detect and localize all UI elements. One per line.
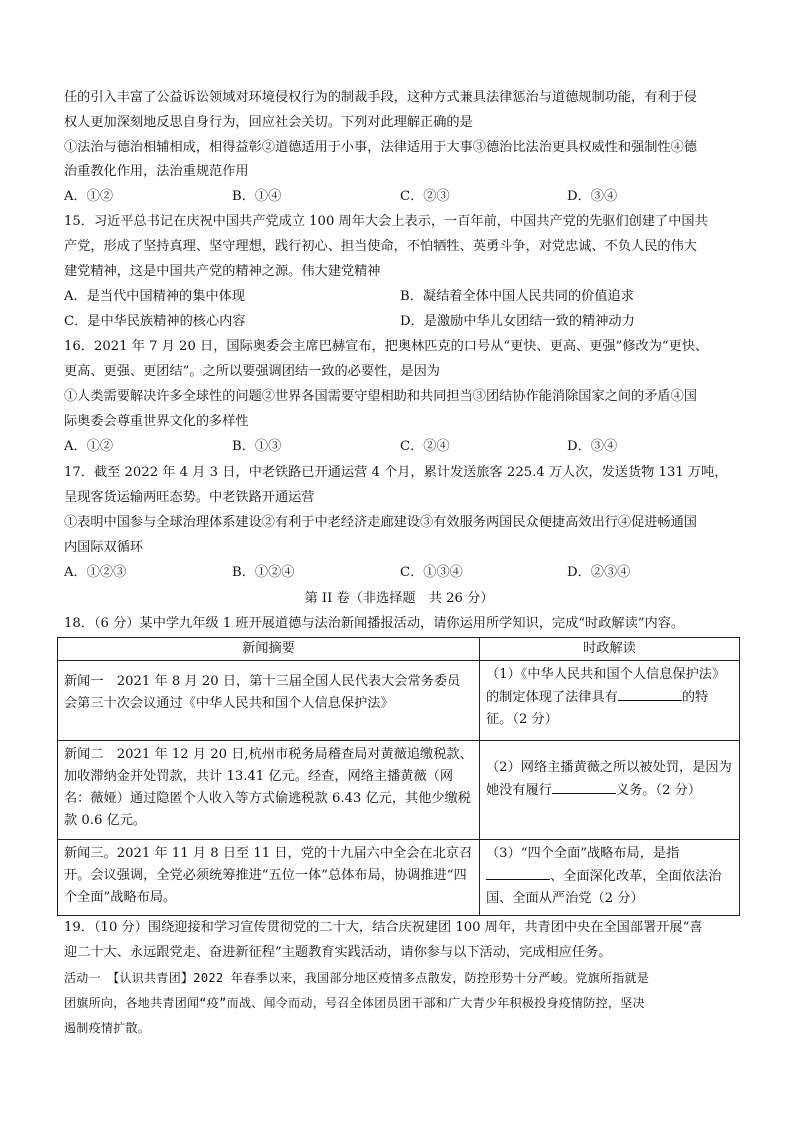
q17-option-d[interactable]: D．②③④: [567, 565, 631, 580]
q17-option-a[interactable]: A．①②③: [64, 565, 127, 580]
analysis-text: （3）“四个全面”战略布局，是指: [486, 846, 680, 861]
q15-option-b[interactable]: B．凝结着全体中国人民共同的价值追求: [400, 289, 634, 304]
col-header-analysis: 时政解读: [480, 638, 740, 661]
analysis-cell: [480, 741, 740, 840]
q14-text-line2: 权人更加深刻地反思自身行为，回应社会关切。下列对此理解正确的是: [64, 115, 473, 130]
q15-option-c[interactable]: C．是中华民族精神的核心内容: [64, 314, 246, 329]
news-cell: 新闻三。2021 年 11 月 8 日至 11 日，党的十九届六中全会在北京召开。会议强调，全党必须统筹推进“五位一体”总体布局，协调推进“四个全面”战略布局。: [58, 840, 480, 916]
q17-options: [64, 563, 734, 583]
q19-text-line1: 19．（10 分）围绕迎接和学习宣传贯彻党的二十大，结合庆祝建团 100 周年，共青团中央在全国部署开展“喜: [64, 920, 703, 935]
q14-options: [64, 187, 734, 207]
news-table-header: [58, 638, 740, 661]
q15-text-line2: 产党，形成了坚持真理、坚守理想，践行初心、担当使命，不怕牺牲、英勇斗争，对党忠诚、不负人民的伟大: [64, 239, 697, 254]
q16-option-d[interactable]: D．③④: [567, 439, 618, 454]
table-row: [58, 840, 740, 916]
analysis-text-end: 义务。（2 分）: [615, 783, 702, 798]
q19-activity1-line3: 遏制疫情扩散。: [64, 1021, 151, 1035]
q14-option-c[interactable]: C．②③: [400, 189, 450, 204]
q14-statements-line1: ①法治与德治相辅相成，相得益彰②道德适用于小事，法律适用于大事③德治比法治更具权威性和强制性④德: [64, 140, 697, 155]
q17-option-c[interactable]: C．①③④: [400, 565, 463, 580]
analysis-cell: [480, 661, 740, 741]
analysis-cell: [480, 840, 740, 916]
q15-text-line1: 15．习近平总书记在庆祝中国共产党成立 100 周年大会上表示，一百年前，中国共产党的先驱们创建了中国共: [64, 214, 708, 229]
col-header-news: 新闻摘要: [58, 638, 480, 661]
q18-intro: 18．（6 分）某中学九年级 1 班开展道德与法治新闻播报活动，请你运用所学知识，完成“时政解读”内容。: [64, 616, 685, 631]
q15-options-row1: [64, 287, 734, 307]
answer-blank[interactable]: [552, 779, 616, 794]
table-row: [58, 741, 740, 840]
q14-option-b[interactable]: B．①④: [232, 189, 282, 204]
q16-option-c[interactable]: C．②④: [400, 439, 450, 454]
analysis-text: （2）网络主播黄薇之所以被处罚，是因为她没有履行: [486, 760, 732, 798]
q19-activity1-line2: 团旗所向，各地共青团闻“疫”而战、闻令而动，号召全体团员团干部和广大青少年积极投身疫情防控，坚决: [64, 996, 645, 1010]
q16-text-line1: 16．2021 年 7 月 20 日，国际奥委会主席巴赫宣布，把奥林匹克的口号从“更快、更高、更强”修改为“更快、: [64, 339, 709, 354]
q16-options: [64, 437, 734, 457]
news-cell: 新闻一 2021 年 8 月 20 日，第十三届全国人民代表大会常务委员会第三十次会议通过《中华人民共和国个人信息保护法》: [58, 661, 480, 741]
section-2-title: 第 II 卷（非选择题 共 26 分）: [304, 591, 494, 606]
answer-blank[interactable]: [486, 865, 550, 880]
table-row: [58, 661, 740, 741]
q17-statements-line1: ①表明中国参与全球治理体系建设②有利于中老经济走廊建设③有效服务两国民众便捷高效出行④促进畅通国: [64, 515, 697, 530]
q16-statements-line2: 际奥委会尊重世界文化的多样性: [64, 414, 249, 429]
q17-option-b[interactable]: B．①②④: [232, 565, 295, 580]
q16-option-a[interactable]: A．①②: [64, 439, 114, 454]
q17-statements-line2: 内国际双循环: [64, 540, 144, 555]
news-cell: 新闻二 2021 年 12 月 20 日,杭州市税务局稽查局对黄薇追缴税款、加收滞纳金并处罚款，共计 13.41 亿元。经查，网络主播黄薇（网名：薇娅）通过隐匿个人收入等方式偷逃税款 6.43 亿元，其他少缴税款 0.6 亿元。: [58, 741, 480, 840]
analysis-text-end: 的特征。（2 分）: [486, 690, 709, 727]
q16-text-line2: 更高、更强、更团结”。之所以要强调团结一致的必要性，是因为: [64, 364, 440, 379]
analysis-text-end: 、全面深化改革，全面依法治国、全面从严治党（2 分）: [486, 869, 722, 906]
q15-option-d[interactable]: D．是激励中华儿女团结一致的精神动力: [400, 314, 635, 329]
q15-options-row2: [64, 312, 734, 332]
q15-option-a[interactable]: A．是当代中国精神的集中体现: [64, 289, 245, 304]
q16-option-b[interactable]: B．①③: [232, 439, 282, 454]
q17-text-line2: 呈现客货运输两旺态势。中老铁路开通运营: [64, 490, 315, 505]
q19-activity1-line1: 活动一 【认识共青团】2022 年春季以来，我国部分地区疫情多点散发，防控形势十分严峻。党旗所指就是: [64, 971, 650, 985]
answer-blank[interactable]: [618, 686, 682, 701]
q16-statements-line1: ①人类需要解决许多全球性的问题②世界各国需要守望相助和共同担当③团结协作能消除国家之间的矛盾④国: [64, 389, 697, 404]
analysis-text: （1）《中华人民共和国个人信息保护法》的制定体现了法律具有: [486, 667, 726, 705]
q15-text-line3: 建党精神，这是中国共产党的精神之源。伟大建党精神: [64, 264, 381, 279]
q19-text-line2: 迎二十大、永远跟党走、奋进新征程”主题教育实践活动，请你参与以下活动，完成相应任务。: [64, 945, 612, 960]
q14-statements-line2: 治重教化作用，法治重规范作用: [64, 164, 249, 179]
q14-option-d[interactable]: D．③④: [567, 189, 618, 204]
news-table: [57, 637, 740, 916]
q14-option-a[interactable]: A．①②: [64, 189, 114, 204]
q14-text-line1: 任的引入丰富了公益诉讼领域对环境侵权行为的制裁手段，这种方式兼具法律惩治与道德规制功能，有利于侵: [64, 90, 697, 105]
q17-text-line1: 17．截至 2022 年 4 月 3 日，中老铁路已开通运营 4 个月，累计发送旅客 225.4 万人次，发送货物 131 万吨，: [64, 465, 728, 480]
